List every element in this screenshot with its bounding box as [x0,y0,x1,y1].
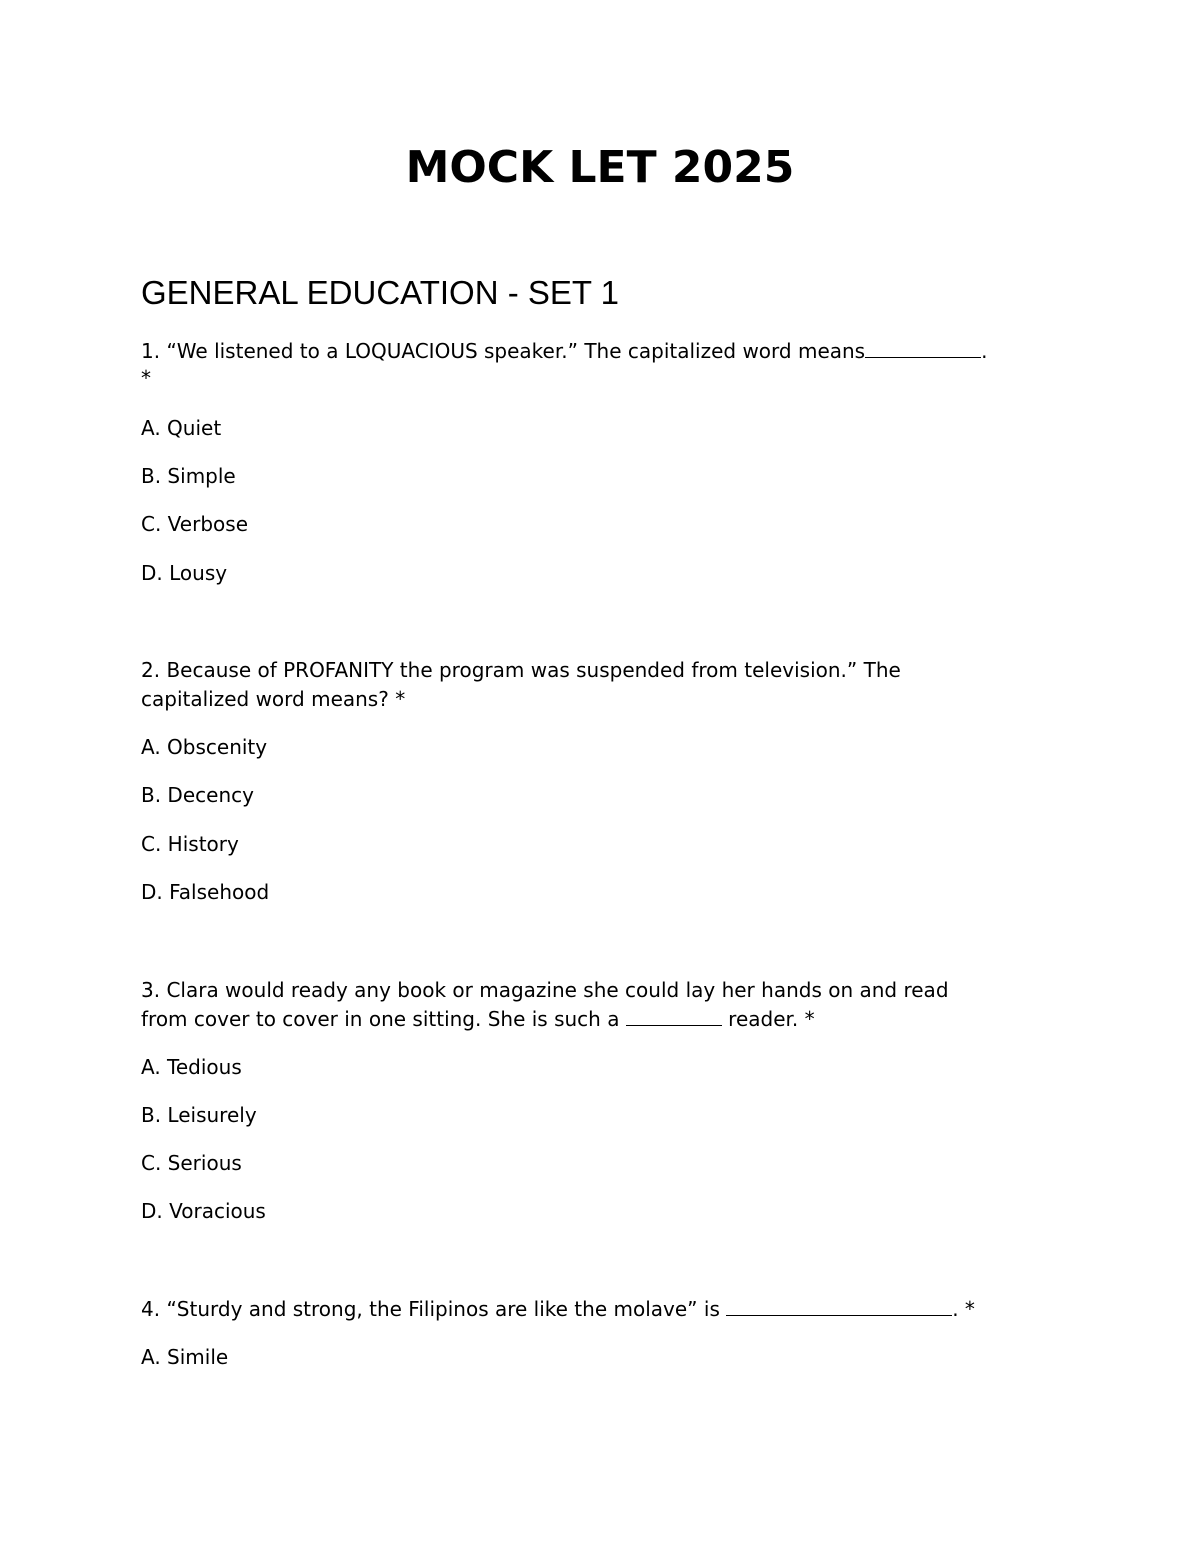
question-2-line-1: 2. Because of PROFANITY the program was suspended from television.” The [141,658,901,682]
question-1-option-d: D. Lousy [141,561,228,585]
question-2-option-b: B. Decency [141,783,254,807]
answer-blank [626,1007,722,1026]
question-1-required-marker: * [141,366,151,390]
question-3-option-a: A. Tedious [141,1055,242,1079]
section-heading: GENERAL EDUCATION - SET 1 [141,274,619,311]
question-3-line-2-end: reader. * [721,1007,815,1031]
question-4-line-1-start: 4. “Sturdy and strong, the Filipinos are like the molave” is [141,1297,727,1321]
question-1-option-c: C. Verbose [141,512,248,536]
question-1-line-1: 1. “We listened to a LOQUACIOUS speaker.” The capitalized word means [141,339,866,363]
question-4-line-1 [141,1295,975,1324]
question-1-option-a: A. Quiet [141,416,222,440]
question-3-line-1: 3. Clara would ready any book or magazine she could lay her hands on and read [141,978,949,1002]
question-3-option-d: D. Voracious [141,1199,266,1223]
question-1-option-b: B. Simple [141,464,236,488]
question-3-line-2 [141,1005,815,1034]
question-2-option-c: C. History [141,832,239,856]
document-title: MOCK LET 2025 [405,142,795,193]
question-1-text [141,337,987,366]
question-1-period: . [981,339,988,363]
question-3-option-b: B. Leisurely [141,1103,257,1127]
answer-blank [726,1297,952,1316]
question-3-line-2-start: from cover to cover in one sitting. She is such a [141,1007,626,1031]
question-2-option-a: A. Obscenity [141,735,268,759]
question-2-option-d: D. Falsehood [141,880,270,904]
question-3-option-c: C. Serious [141,1151,242,1175]
question-4-line-1-end: . * [952,1297,975,1321]
question-2-line-2: capitalized word means? * [141,687,406,711]
question-4-option-a: A. Simile [141,1345,229,1369]
answer-blank [865,339,981,358]
